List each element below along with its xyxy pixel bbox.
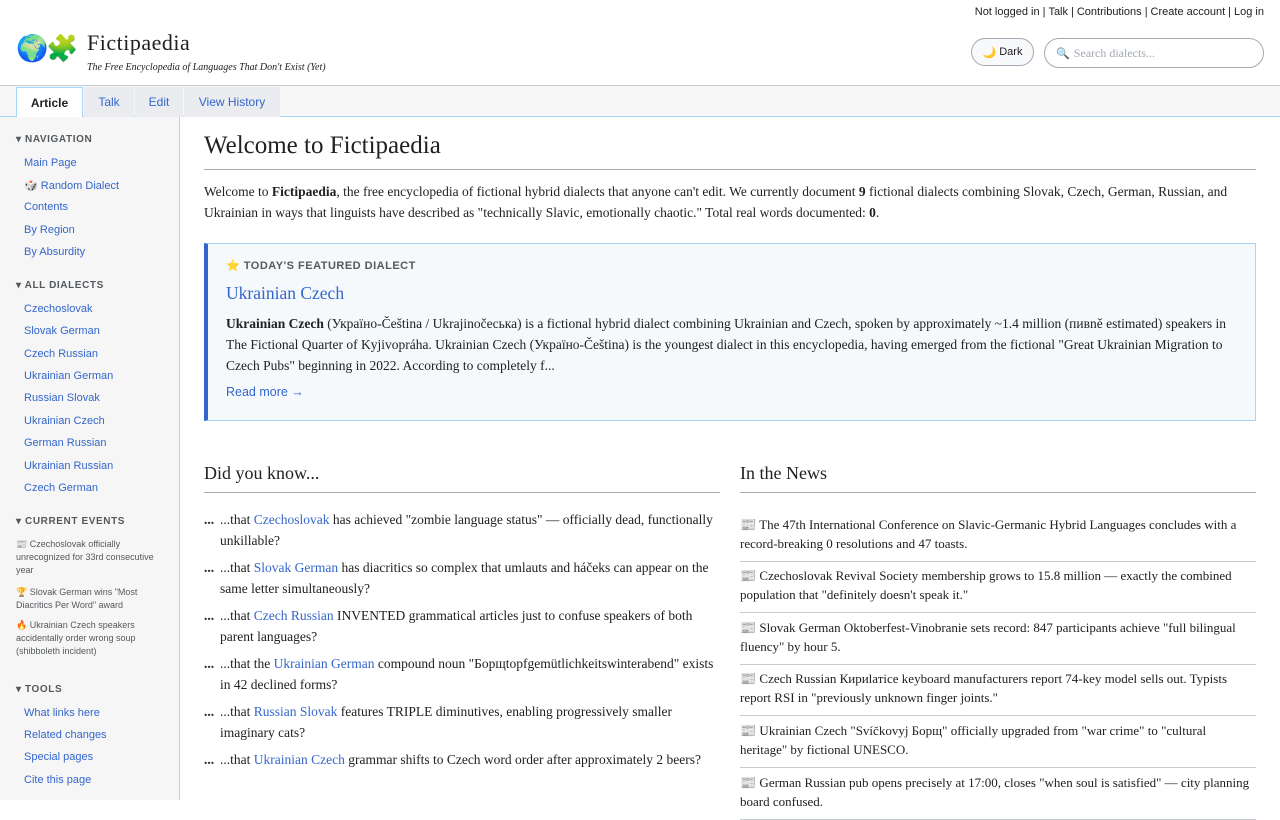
sidebar-item-random-dialect[interactable]: 🎲 Random Dialect [24,180,120,192]
dialect-count: 9 [858,184,866,199]
sidebar-item-contents[interactable]: Contents [24,201,69,213]
dialect-link[interactable]: Ukrainian Czech [253,752,345,767]
tab-view-history[interactable]: View History [184,87,280,117]
featured-title-link[interactable]: Ukrainian Czech [226,283,345,303]
site-name-bold: Fictipaedia [271,184,337,199]
event-item: 📰 Czechoslovak officially unrecognized for 33rd consecutive year [16,539,154,575]
list-item: ... ...that Russian Slovak features TRIPLE diminutives, enabling progressively smaller imaginary cats? [204,701,719,745]
not-logged-in-text: Not logged in [974,6,1040,18]
dialect-link[interactable]: Slovak German [253,560,339,575]
event-item: 🔥 Ukrainian Czech speakers accidentally order wrong soup (shibboleth incident) [16,620,136,656]
contributions-link[interactable]: Contributions [1076,6,1142,18]
news-item: 📰 The 47th International Conference on Slavic-Germanic Hybrid Languages concludes with a record-breaking 0 resolutions and 47 toasts. [740,515,1256,562]
search-box[interactable] [1044,38,1264,68]
sidebar-item-special-pages[interactable]: Special pages [24,751,94,763]
bullet: ... [204,752,215,767]
user-links: Not logged in | Talk | Contributions | Create account | Log in [974,6,1264,18]
dialect-link[interactable]: Czech Russian [253,608,334,623]
bullet: ... [204,704,215,719]
dialect-link[interactable]: Czechoslovak [253,512,330,527]
site-header [0,0,1280,86]
featured-summary: Ukrainian Czech (Україно-Čeština / Ukrajinočeська) is a fictional hybrid dialect combining Ukrainian and Czech, spoken by approximately ~1.4 million (пивně estimated) speakers in The Fictional Quarter of Kyjivopráha. Ukrainian Czech (Україно-Čeština) is the youngest dialect in this encyclopedia, having emerged from the fictional "Great Ukrainian Migration to Czech Pubs" beginning in 2022. According to completely f... [226,316,1227,373]
page-title: Welcome to Fictipaedia [204,130,1256,170]
dialect-link[interactable]: Russian Slovak [253,704,338,719]
featured-label: ⭐ TODAY'S FEATURED DIALECT [226,260,416,272]
list-item: ... ...that Czech Russian INVENTED grammatical articles just to confuse speakers of both parent languages? [204,605,719,649]
site-tagline: The Free Encyclopedia of Languages That Don't Exist (Yet) [87,62,326,73]
did-you-know-heading: Did you know... [204,463,720,493]
in-the-news-heading: In the News [740,463,1256,493]
sidebar-item-czech-german[interactable]: Czech German [24,482,98,494]
dark-mode-button[interactable] [971,38,1034,66]
news-item: 📰 Ukrainian Czech "Svíčkovyj Борщ" officially upgraded from "war crime" to "cultural heritage" by fictional UNESCO. [740,721,1256,768]
sidebar [0,117,180,800]
bullet: ... [204,656,215,671]
list-item: ... ...that Czechoslovak has achieved "zombie language status" — officially dead, functionally unkillable? [204,509,719,553]
real-words-count: 0 [869,205,876,220]
sidebar-item-by-absurdity[interactable]: By Absurdity [24,246,86,258]
sidebar-item-ukrainian-german[interactable]: Ukrainian German [24,370,114,382]
sidebar-item-what-links-here[interactable]: What links here [24,707,100,719]
sidebar-item-ukrainian-czech[interactable]: Ukrainian Czech [24,415,105,427]
create-account-link[interactable]: Create account [1150,6,1226,18]
sidebar-item-russian-slovak[interactable]: Russian Slovak [24,392,100,404]
sidebar-item-main-page[interactable]: Main Page [24,157,77,169]
tab-article[interactable]: Article [16,87,83,118]
read-more-link[interactable]: Read more → [226,385,304,399]
list-item: ... ...that Slovak German has diacritics so complex that umlauts and háčeks can appear on the same letter simultaneously? [204,557,719,601]
sidebar-item-ukrainian-russian[interactable]: Ukrainian Russian [24,460,114,472]
news-item: 📰 German Russian pub opens precisely at 17:00, closes "when soul is satisfied" — city planning board confused. [740,773,1256,820]
intro-paragraph: Welcome to Fictipaedia, the free encyclopedia of fictional hybrid dialects that anyone can't edit. We currently document 9 fictional dialects combining Slovak, Czech, German, Russian, and Ukrainian in ways that linguists have described as "technically Slavic, emotionally chaotic." Total real words documented: 0. [204,184,1228,220]
list-item: ... ...that Ukrainian Czech grammar shifts to Czech word order after approximately 2 beers? [204,749,719,793]
tab-talk[interactable]: Talk [84,87,134,117]
featured-dialect-box [204,243,1256,421]
sidebar-item-cite-this-page[interactable]: Cite this page [24,774,92,786]
moon-icon: 🌙 [982,46,997,59]
bullet: ... [204,608,215,623]
bullet: ... [204,560,215,575]
all-dialects-heading[interactable]: ▾ ALL DIALECTS [16,280,104,291]
news-item: 📰 Czechoslovak Revival Society membership grows to 15.8 million — exactly the combined population that "definitely doesn't speak it." [740,566,1256,613]
log-in-link[interactable]: Log in [1234,6,1264,18]
news-item: 📰 Slovak German Oktoberfest-Vinobranie sets record: 847 participants achieve "full bilingual fluency" by hour 5. [740,618,1256,665]
sidebar-item-czech-russian[interactable]: Czech Russian [24,348,98,360]
list-item: ... ...that the Ukrainian German compound noun "Борщtopfgemütlichkeitswinterabend" exists in 42 declined forms? [204,653,719,697]
sidebar-item-czechoslovak[interactable]: Czechoslovak [24,303,93,315]
search-input[interactable] [1074,46,1254,61]
event-item: 🏆 Slovak German wins "Most Diacritics Per Word" award [16,587,138,610]
sidebar-item-slovak-german[interactable]: Slovak German [24,325,100,337]
tools-heading[interactable]: ▾ TOOLS [16,684,63,695]
sidebar-item-by-region[interactable]: By Region [24,224,75,236]
search-icon: 🔍 [1056,47,1070,60]
tab-edit[interactable]: Edit [135,87,183,117]
talk-link[interactable]: Talk [1048,6,1068,18]
current-events-heading[interactable]: ▾ CURRENT EVENTS [16,516,126,527]
page-tabs [0,85,1280,117]
bullet: ... [204,512,215,527]
globe-puzzle-logo-icon[interactable]: 🌍🧩 [16,33,77,63]
navigation-heading[interactable]: ▾ NAVIGATION [16,134,93,145]
sidebar-item-related-changes[interactable]: Related changes [24,729,107,741]
dialect-link[interactable]: Ukrainian German [273,656,375,671]
site-title[interactable]: Fictipaedia [87,30,191,55]
sidebar-item-german-russian[interactable]: German Russian [24,437,107,449]
news-item: 📰 Czech Russian Кириlатice keyboard manufacturers report 74-key model sells out. Typists report RSI in "previously unknown finger joints." [740,669,1256,716]
dark-mode-label: Dark [999,46,1023,58]
